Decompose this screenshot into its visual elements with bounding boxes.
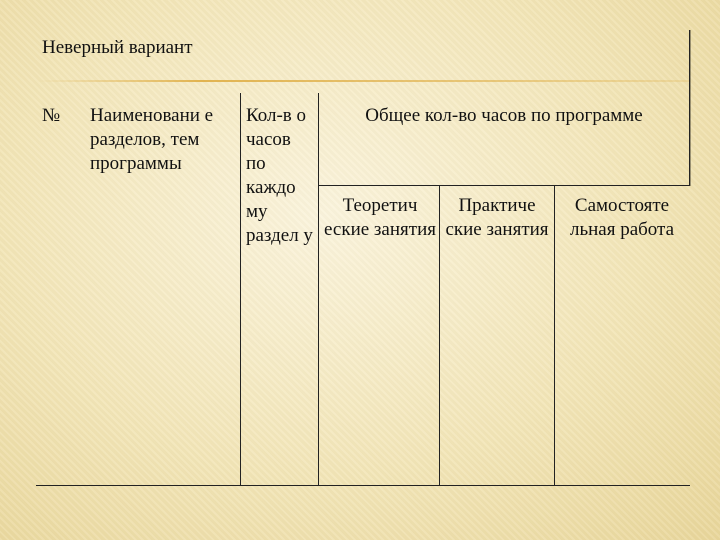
slide-heading: Неверный вариант: [42, 37, 193, 58]
table-border-bottom: [36, 485, 690, 486]
table-border-right: [689, 30, 690, 186]
table-border-col2: [318, 93, 319, 485]
accent-divider: [36, 80, 690, 82]
header-section-name: Наименовани е разделов, тем программы: [90, 105, 214, 174]
subheader-theory: Теоретич еские занятия: [324, 195, 436, 240]
header-number: №: [42, 105, 61, 126]
subheader-self-study: Самостояте льная работа: [569, 195, 675, 240]
table-border-subheader: [318, 185, 690, 186]
table-border-col1: [240, 93, 241, 485]
header-total-hours: Общее кол-во часов по программе: [365, 105, 643, 126]
table-border-col4: [554, 186, 555, 485]
subheader-practice: Практиче ские занятия: [445, 195, 549, 240]
header-hours-per-section: Кол-в о часов по каждо му раздел у: [246, 105, 313, 246]
table-border-col3: [439, 186, 440, 485]
